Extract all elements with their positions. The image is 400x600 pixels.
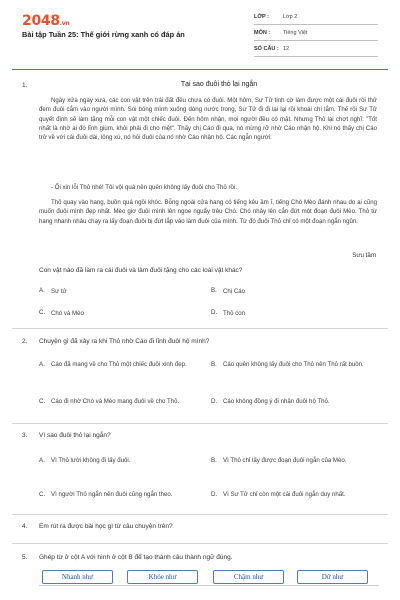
option-text: Vì Sư Tử chỉ còn một cái đuôi ngắn duy nhất. — [223, 491, 346, 499]
option-label: A. — [39, 360, 45, 368]
site-logo[interactable]: 2048.vn — [22, 13, 70, 29]
choice-box[interactable]: Khỏe như — [127, 570, 198, 584]
option-label: C. — [39, 309, 46, 317]
q1-option-a[interactable] — [39, 287, 67, 296]
q2-option-a[interactable] — [39, 354, 199, 376]
meta-key: MÔN : — [254, 30, 271, 37]
option-label: A. — [39, 456, 45, 464]
option-label: A. — [39, 287, 45, 295]
q1-option-b[interactable] — [211, 287, 245, 296]
header-divider — [12, 69, 388, 70]
logo-extension: .vn — [59, 20, 70, 27]
question-1-number: 1. — [22, 82, 28, 89]
choice-box[interactable]: Chậm như — [213, 570, 284, 584]
question-3-number: 3. — [22, 432, 28, 439]
option-label: D. — [211, 309, 218, 317]
option-text: Vì Thỏ lười không đi lấy đuôi. — [51, 457, 131, 465]
option-label: C. — [39, 490, 46, 498]
option-label: B. — [211, 360, 217, 368]
q1-option-c[interactable] — [39, 309, 84, 318]
option-label: B. — [211, 456, 217, 464]
question-2-number: 2. — [22, 338, 28, 345]
q3-option-d[interactable] — [211, 484, 379, 506]
meta-value: Tiếng Việt — [283, 30, 308, 37]
question-1-text: Con vật nào đã làm ra cái đuôi và làm đuôi tặng cho các loài vật khác? — [39, 267, 243, 274]
option-text: Cáo quên không lấy đuôi cho Thỏ nên Thỏ rất buồn. — [223, 361, 364, 369]
question-5-text: Ghép từ ở cột A với hình ở cột B để tạo thành câu thành ngữ đúng. — [39, 554, 233, 561]
option-text: Chị Cáo — [223, 288, 246, 295]
choice-box[interactable]: Dữ như — [297, 570, 368, 584]
q1-option-d[interactable] — [211, 309, 245, 318]
option-label: D. — [211, 397, 218, 405]
story-source: Sưu tầm — [352, 252, 376, 259]
question-divider — [12, 423, 388, 424]
story-paragraph-3: Thỏ quay vào hang, buồn quá ngồi khóc. Bỗng ngoài cửa hang có tiếng kêu ầm ĩ, tiếng Chó Mèo đánh nhau do ai cũng muốn đuôi mình đẹp nhất. Mèo giơ đuôi mình lên ngoe nguẩy trêu Chó. Chó nhảy lên cắn đứt một đoạn đuôi Mèo. Thỏ từ hang nhanh nhảu chạy ra lấy đoạn đuôi bị đứt lắp vào làm đuôi của mình. Từ đó đuôi Thỏ chỉ có một đoạn ngắn ngủn. — [39, 199, 377, 225]
meta-row-count — [254, 44, 378, 57]
meta-row-subject — [254, 28, 378, 41]
choice-box[interactable]: Nhanh như — [42, 570, 113, 584]
question-divider — [12, 328, 388, 329]
question-4-number: 4. — [22, 523, 28, 530]
meta-value: Lớp 2 — [283, 14, 298, 21]
question-divider — [12, 514, 388, 515]
header — [0, 0, 400, 62]
meta-row-class — [254, 12, 378, 25]
q3-option-c[interactable] — [39, 484, 199, 506]
meta-info — [254, 12, 378, 60]
option-text: Sư tử — [51, 288, 67, 295]
meta-key: SỐ CÂU : — [254, 46, 279, 53]
question-4-text: Em rút ra được bài học gì từ câu chuyện trên? — [39, 523, 173, 530]
q2-option-c[interactable] — [39, 391, 199, 413]
meta-value: 12 — [283, 46, 290, 53]
question-5-number: 5. — [22, 554, 28, 561]
page-title: Bài tập Tuần 25: Thế giới rừng xanh có đáp án — [22, 30, 185, 39]
story-paragraph-2: - Ối xin lỗi Thỏ nhé! Tôi vội quá nên quên không lấy đuôi cho Thỏ rồi. — [51, 184, 237, 191]
option-text: Vì người Thỏ ngắn nên đuôi cũng ngắn theo. — [51, 491, 173, 499]
option-text: Thỏ con — [223, 310, 246, 317]
question-divider — [12, 543, 388, 544]
option-text: Cáo đi nhờ Chó và Mèo mang đuôi về cho Thỏ. — [51, 398, 180, 406]
option-text: Cáo không đồng ý đi nhận đuôi hộ Thỏ. — [223, 398, 330, 406]
story-title: Tại sao đuôi thỏ lại ngắn — [180, 81, 258, 88]
question-3-text: Vì sao đuôi thỏ lại ngắn? — [39, 432, 111, 439]
option-text: Vì Thỏ chỉ lấy được đoạn đuôi ngắn của Mèo. — [223, 457, 347, 465]
option-label: B. — [211, 287, 217, 295]
story-paragraph-1: Ngày xửa ngày xưa, các con vật trên trái đất đều chưa có đuôi. Một hôm, Sư Tử tinh cờ làm được một cái đuôi rồi thử đem đuôi cắm vào người mình. Soi bóng mình xuống dòng nước trong, Sư Tử đi đi lại lại rồi khoái chí lắm. Thế rồi Sư Tử quyết định sẽ làm tặng mỗi con vật một chiếc đuôi. Đến hôm nhận, mọi người đều có mặt. Nhưng Thỏ lại chợt nghĩ: "Tốt nhất là nhờ ai đó lĩnh giùm, khỏi phải đi cho mệt". Thấy chị Cáo đi qua, nó mừng rỡ nhờ Cáo nhận hộ. Khi nó thấy chị Cáo trở về với cái đuôi dài, lông xù, nó hỏi đuôi của nó nhờ Cáo nhận hộ. Các ngẫn người: — [39, 97, 377, 141]
option-text: Chó và Mèo — [51, 310, 84, 317]
meta-key: LỚP : — [254, 14, 269, 21]
option-label: C. — [39, 397, 46, 405]
option-label: D. — [211, 490, 218, 498]
q3-option-b[interactable] — [211, 450, 379, 472]
q2-option-b[interactable] — [211, 354, 379, 376]
question-2-text: Chuyện gì đã xảy ra khi Thỏ nhờ Cáo đi lĩnh đuôi hộ mình? — [39, 338, 210, 345]
q3-option-a[interactable] — [39, 450, 199, 472]
matching-choices — [39, 570, 379, 586]
q2-option-d[interactable] — [211, 391, 379, 413]
option-text: Cáo đã mang về cho Thỏ một chiếc đuôi xinh đẹp. — [51, 361, 187, 369]
